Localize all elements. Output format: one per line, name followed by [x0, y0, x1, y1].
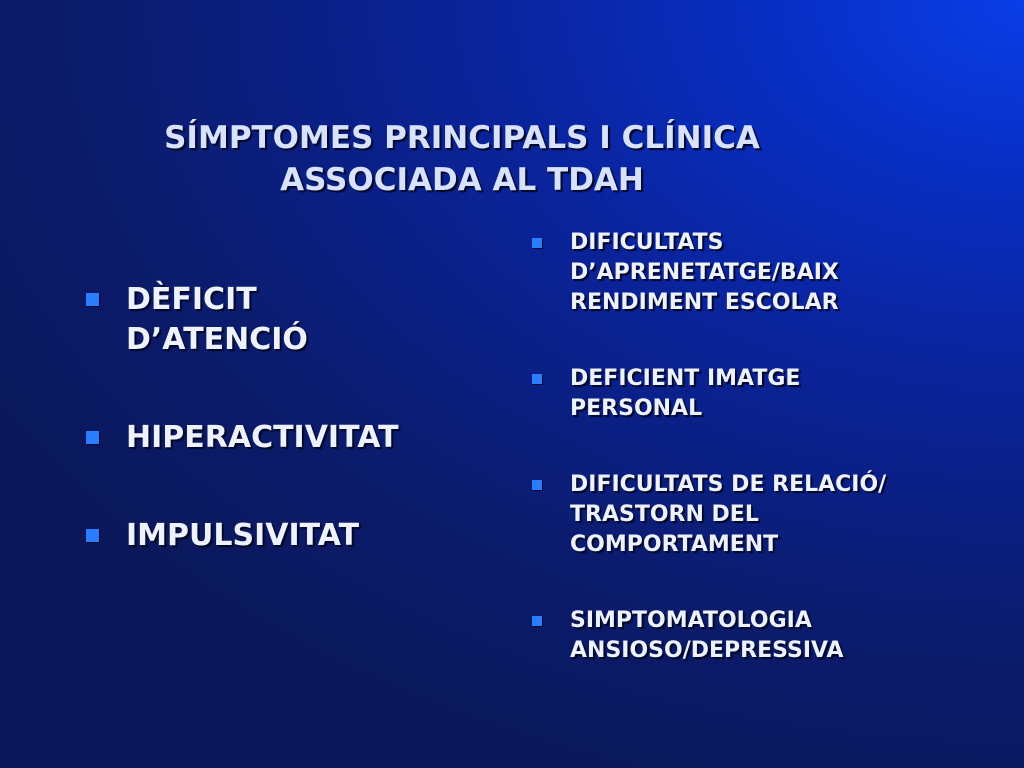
square-bullet-icon	[86, 293, 99, 306]
main-symptoms-list	[86, 280, 486, 556]
list-item-learning-difficulties	[532, 228, 992, 318]
list-item-line: SIMPTOMATOLOGIA	[570, 608, 812, 633]
list-item-line: RENDIMENT ESCOLAR	[570, 290, 839, 315]
list-item-relationship-difficulties	[532, 470, 992, 560]
list-item-anxiety-depression	[532, 606, 992, 666]
list-item-line: PERSONAL	[570, 396, 703, 421]
list-item-line: IMPULSIVITAT	[126, 518, 360, 553]
square-bullet-icon	[532, 616, 542, 626]
list-item-line: DÈFICIT	[126, 282, 257, 317]
slide-title-line-2: ASSOCIADA AL TDAH	[280, 161, 644, 198]
slide-title	[0, 117, 924, 201]
list-item-impulsivity	[86, 516, 486, 556]
list-item-line: COMPORTAMENT	[570, 532, 779, 557]
list-item-line: ANSIOSO/DEPRESSIVA	[570, 638, 844, 663]
square-bullet-icon	[532, 374, 542, 384]
list-item-line: D’APRENETATGE/BAIX	[570, 260, 839, 285]
list-item-line: HIPERACTIVITAT	[126, 420, 399, 455]
list-item-line: DIFICULTATS	[570, 230, 724, 255]
square-bullet-icon	[532, 238, 542, 248]
square-bullet-icon	[532, 480, 542, 490]
slide-title-line-1: SÍMPTOMES PRINCIPALS I CLÍNICA	[164, 119, 760, 156]
list-item-self-image	[532, 364, 992, 424]
list-item-line: TRASTORN DEL	[570, 502, 759, 527]
list-item-line: D’ATENCIÓ	[126, 322, 308, 357]
list-item-line: DEFICIENT IMATGE	[570, 366, 801, 391]
associated-clinic-list	[532, 228, 992, 666]
list-item-hyperactivity	[86, 418, 486, 458]
list-item-line: DIFICULTATS DE RELACIÓ/	[570, 472, 887, 497]
square-bullet-icon	[86, 431, 99, 444]
list-item-attention-deficit	[86, 280, 486, 360]
square-bullet-icon	[86, 529, 99, 542]
